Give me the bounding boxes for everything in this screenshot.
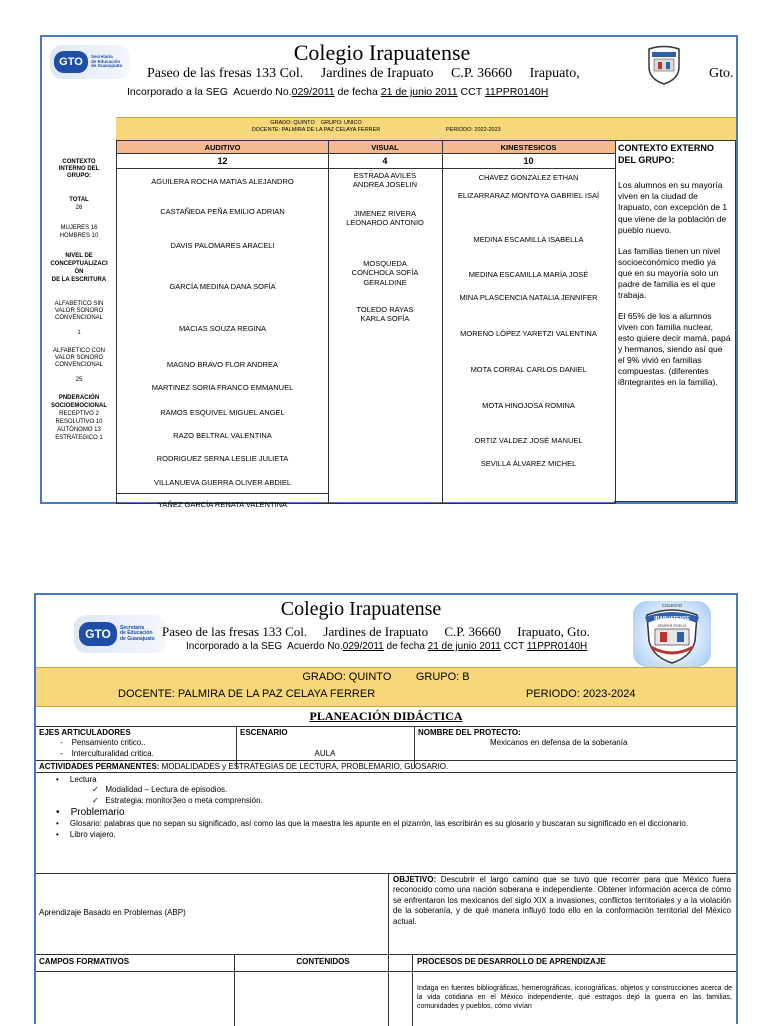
gto-logo-sub1: Secretaría	[120, 625, 145, 632]
check-2-text: Estrategia: monitor3eo o meta comprensión.	[105, 795, 263, 805]
col-visual: VISUAL	[371, 143, 399, 152]
gto-logo-sub2: de Educación	[120, 630, 153, 637]
contenidos-label: CONTENIDOS	[296, 957, 350, 966]
agreement-date: 21 de junio 2011	[427, 641, 501, 652]
bullet-problemario: • Problemario	[56, 807, 125, 819]
school-address: Paseo de las fresas 133 Col. Jardines de Irapuato C.P. 36660 Irapuato,	[147, 66, 580, 81]
bullet-problemario-text: Problemario	[70, 807, 125, 819]
count-auditivo: 12	[217, 156, 228, 166]
banner-grade: GRADO: QUINTO GRUPO: UNICO	[270, 120, 362, 126]
actividades-value: MODALIDADES y ESTRATEGIAS DE LECTURA, PROBLEMARIO, GLOSARIO.	[159, 762, 449, 771]
ejes-label: EJES ARTICULADORES	[39, 728, 131, 737]
list-item: MEDINA ESCAMILLA ISABELLA	[473, 235, 584, 244]
bullet-libro-text: Libro viajero.	[69, 829, 116, 839]
info-banner	[116, 117, 736, 140]
incorporation-prefix: Incorporado a la SEG Acuerdo No.	[186, 641, 343, 652]
activities-bullets	[56, 775, 726, 840]
auditivo-list	[117, 169, 328, 509]
gto-logo-sub1: Secretaría	[91, 53, 113, 59]
list-item: MACIAS SOUZA REGINA	[178, 324, 267, 333]
abp-text: Aprendizaje Basado en Problemas (ABP)	[39, 908, 186, 917]
list-item: SEVILLA ÁLVAREZ MICHEL	[480, 459, 577, 468]
banner-period: PERIODO: 2023-2024	[526, 688, 636, 700]
incorporation-line	[186, 641, 587, 652]
school-name: Colegio Irapuatense	[293, 40, 471, 65]
left-nivel-3: ÓN	[74, 269, 84, 275]
list-item: GARCÍA MEDINA DANA SOFÍA	[169, 282, 276, 291]
left-resolutivo: RESOLUTIVO 10	[55, 419, 103, 425]
gto-logo	[50, 45, 130, 79]
list-item: JIMENEZ RIVERA LEONARDO ANTONIO	[346, 209, 424, 228]
left-alf-sin: ALFABETICO SIN VALOR SONORO CONVENCIONAL	[54, 301, 104, 321]
left-nivel-2: CONCEPTUALIZACI	[50, 261, 108, 267]
agreement-date: 21 de junio 2011	[380, 86, 458, 98]
actividades-row	[39, 762, 448, 771]
objetivo-block	[393, 875, 731, 927]
count-visual: 4	[382, 156, 388, 166]
left-contexto: CONTEXTO INTERNO DEL GRUPO:	[58, 159, 100, 179]
document-page-2	[34, 593, 738, 1024]
check-2: ✓ Estrategia: monitor3eo o meta comprensión.	[92, 795, 263, 805]
banner-teacher: DOCENTE: PALMIRA DE LA PAZ CELAYA FERRER	[118, 688, 376, 700]
list-item: MINA PLASCENCIA NATALIA JENNIFER	[459, 293, 598, 302]
check-1: ✓ Modalidad – Lectura de episodios.	[92, 785, 228, 795]
list-item: MORENO LÓPEZ YARETZI VALENTINA	[460, 329, 597, 338]
gto-logo-sub3: de Guanajuato	[120, 635, 155, 642]
school-address-end: Gto.	[709, 66, 734, 81]
gto-logo-sub3: de Guanajuato	[91, 63, 123, 69]
cct-code: 11PPR0140H	[526, 641, 588, 652]
visual-list	[328, 169, 442, 503]
eje-2-text: Interculturalidad critica.	[71, 749, 154, 758]
gto-logo	[74, 615, 166, 653]
proyecto-label: NOMBRE DEL PROTECTO:	[418, 728, 521, 737]
banner-teacher: DOCENTE: PALMIRA DE LA PAZ CELAYA FERRER	[251, 127, 381, 133]
bullet-glosario: • Glosario: palabras que no sepan su significado, así como las que la maestra les apunte en el pizarrón, las escribirán es su glosario y buscaran su significado en el diccionario.	[56, 819, 689, 829]
list-item: MOTA CORRAL CARLOS DANIEL	[470, 365, 587, 374]
list-item: MOTA HINOJOSA ROMINA	[482, 401, 575, 410]
count-kinestesicos: 10	[523, 156, 534, 166]
list-item: RAMOS ESQUIVEL MIGUEL ANGEL	[160, 408, 285, 417]
gto-logo-mark: GTO	[79, 622, 117, 646]
actividades-label: ACTIVIDADES PERMANENTES:	[39, 762, 160, 771]
list-item: MEDINA ESCAMILLA MARÍA JOSÉ	[468, 270, 589, 279]
date-prefix: de fecha	[334, 86, 381, 98]
eje-1-text: Pensamiento critico..	[71, 738, 146, 747]
left-total-label: TOTAL	[69, 197, 89, 203]
document-page-1	[40, 35, 738, 509]
left-receptivo: RECEPTIVO 2	[59, 411, 99, 417]
left-hombres: HOMBRES 10	[59, 233, 99, 239]
gto-logo-mark: GTO	[54, 51, 88, 73]
eje-2: - Interculturalidad critica.	[60, 749, 154, 758]
left-alf-con-n: 25	[75, 377, 83, 383]
left-context-panel	[42, 155, 116, 495]
left-autonomo: AUTÓNOMO 13	[57, 427, 101, 433]
school-shield-icon	[646, 45, 682, 85]
eje-1: - Pensamiento critico..	[60, 738, 146, 747]
proyecto-value: Mexicanos en defensa de la soberanía	[490, 738, 628, 747]
external-context-p1: Los alumnos en su mayoría viven en la ciudad de Irapuato, con excepción de 1 que viene de la población de pueblo nuevo.	[618, 180, 728, 235]
left-total-value: 26	[75, 205, 83, 211]
list-item: RODRIGUEZ SERNA LESLIE JULIETA	[156, 454, 289, 463]
school-shield	[633, 601, 711, 667]
date-prefix: de fecha	[383, 641, 428, 652]
list-item: DAVIS PALOMARES ARACELI	[170, 241, 275, 250]
kinestesicos-list	[442, 169, 615, 503]
left-mujeres: MUJERES 16	[60, 225, 98, 231]
list-item: CHAVEZ GONZALEZ ETHAN	[478, 173, 579, 182]
external-context-p2: Las familias tienen un nivel socioeconómico medio ya que en su mayoría solo un padre de familia es el que trabaja.	[618, 245, 721, 300]
cct-prefix: CCT	[500, 641, 527, 652]
shield-text-2: IRAPUATENSE	[654, 616, 690, 622]
list-item: AGUILERA ROCHA MATIAS ALEJANDRO	[151, 177, 294, 186]
objetivo-label: OBJETIVO:	[393, 875, 437, 884]
info-banner	[36, 667, 736, 707]
bullet-libro: • Libro viajero.	[56, 829, 116, 839]
list-item: CASTAÑEDA PEÑA EMILIO ADRIAN	[160, 207, 285, 216]
left-pond-1: PNDERACIÓN	[58, 395, 100, 401]
banner-period: PERIODO: 2022-2023	[446, 127, 501, 133]
external-context	[614, 140, 736, 502]
list-item: VILLANUEVA GUERRA OLIVER ABDIEL	[154, 478, 291, 487]
list-item: YAÑEZ GARCÍA RENATA VALENTINA	[157, 500, 288, 509]
incorporation-prefix: Incorporado a la SEG Acuerdo No.	[127, 86, 292, 98]
left-alf-sin-n: 1	[77, 330, 81, 336]
list-item: MAGNO BRAVO FLOR ANDREA	[166, 360, 279, 369]
external-context-p3: El 65% de los a alumnos viven con familia nuclear, esto quiere decir mamá, papá y hermanos, siendo así que el 9% vivió en familias compuestas. (diferentes i8ntegrantes en la familia).	[618, 310, 731, 388]
escenario-label: ESCENARIO	[240, 728, 288, 737]
left-nivel-1: NIVEL DE	[65, 253, 93, 259]
col-kinestesicos: KINESTESICOS	[500, 143, 557, 152]
incorporation-line	[127, 86, 548, 98]
left-nivel-4: DE LA ESCRITURA	[51, 277, 107, 283]
bullet-lectura-text: Lectura	[69, 775, 97, 784]
bullet-lectura: • Lectura	[56, 775, 97, 784]
planning-table	[36, 726, 736, 1026]
list-item: RAZO BELTRAL VALENTINA	[173, 431, 272, 440]
left-estrategico: ESTRATEGICO 1	[55, 435, 103, 441]
gto-logo-sub2: de Educación	[91, 58, 121, 64]
list-item: ELIZARRARAZ MONTOYA GABRIEL ISAÍ	[457, 191, 600, 200]
shield-text-3: SEMPER FIDELIS	[657, 624, 687, 628]
campos-label: CAMPOS FORMATIVOS	[39, 957, 130, 966]
bullet-glosario-text: Glosario: palabras que no sepan su significado, así como las que la maestra les apunte en el pizarrón, las escribirán es su glosario y buscaran su significado en el diccionario.	[69, 819, 689, 829]
list-item: MOSQUEDA CONCHOLA SOFÍA GERALDINE	[351, 259, 419, 287]
list-item: ORTIZ VALDEZ JOSÉ MANUEL	[474, 436, 583, 445]
cct-code: 11PPR0140H	[484, 86, 549, 98]
school-name: Colegio Irapuatense	[280, 598, 442, 620]
school-shield-icon	[633, 601, 711, 667]
school-address: Paseo de las fresas 133 Col. Jardines de Irapuato C.P. 36660 Irapuato, Gto.	[162, 624, 590, 639]
list-item: ESTRADA AVILES ANDREA JOSELIN	[352, 171, 418, 190]
list-item: TOLEDO RAYAS KARLA SOFÍA	[356, 305, 414, 324]
escenario-value: AULA	[314, 749, 336, 758]
objetivo-value: Descubrir el largo camino que se tuvo que recorrer para que México fuera reconocido como una nación soberana e independiente. Obtener información acerca de cómo se enfrentaron los mexicanos del siglo XIX a invasiones, conflictos territoriales y a la violación de la soberanía, y de qué manera influyó todo ello en la conformación territorial del México actual.	[393, 875, 731, 926]
banner-grade: GRADO: QUINTO GRUPO: B	[302, 671, 470, 683]
left-alf-con: ALFABETICO CON VALOR SONORO CONVENCIONAL	[52, 348, 105, 368]
planeacion-title: PLANEACIÓN DIDÁCTICA	[309, 709, 463, 723]
list-item: MARTINEZ SORIA FRANCO EMMANUEL	[151, 383, 294, 392]
check-1-text: Modalidad – Lectura de episodios.	[105, 785, 228, 795]
external-context-title: CONTEXTO EXTERNO DEL GRUPO:	[618, 143, 714, 165]
col-auditivo: AUDITIVO	[204, 143, 241, 152]
student-grid	[116, 140, 616, 509]
procesos-value: Indaga en fuentes bibliográficas, hemerográficas, iconográficas, objetos y construcciones acerca de la vida cotidiana en el México independiente, qué estragos dejó la guerra en las familias, comunidades y pueblos, cómo vivían	[417, 985, 732, 1011]
cct-prefix: CCT	[457, 86, 485, 98]
left-pond-2: SOCIOEMOCIONAL	[50, 403, 107, 409]
procesos-label: PROCESOS DE DESARROLLO DE APRENDIZAJE	[417, 957, 606, 966]
shield-text-1: COLEGIO	[661, 603, 683, 608]
agreement-number: 029/2011	[342, 641, 384, 652]
agreement-number: 029/2011	[291, 86, 335, 98]
